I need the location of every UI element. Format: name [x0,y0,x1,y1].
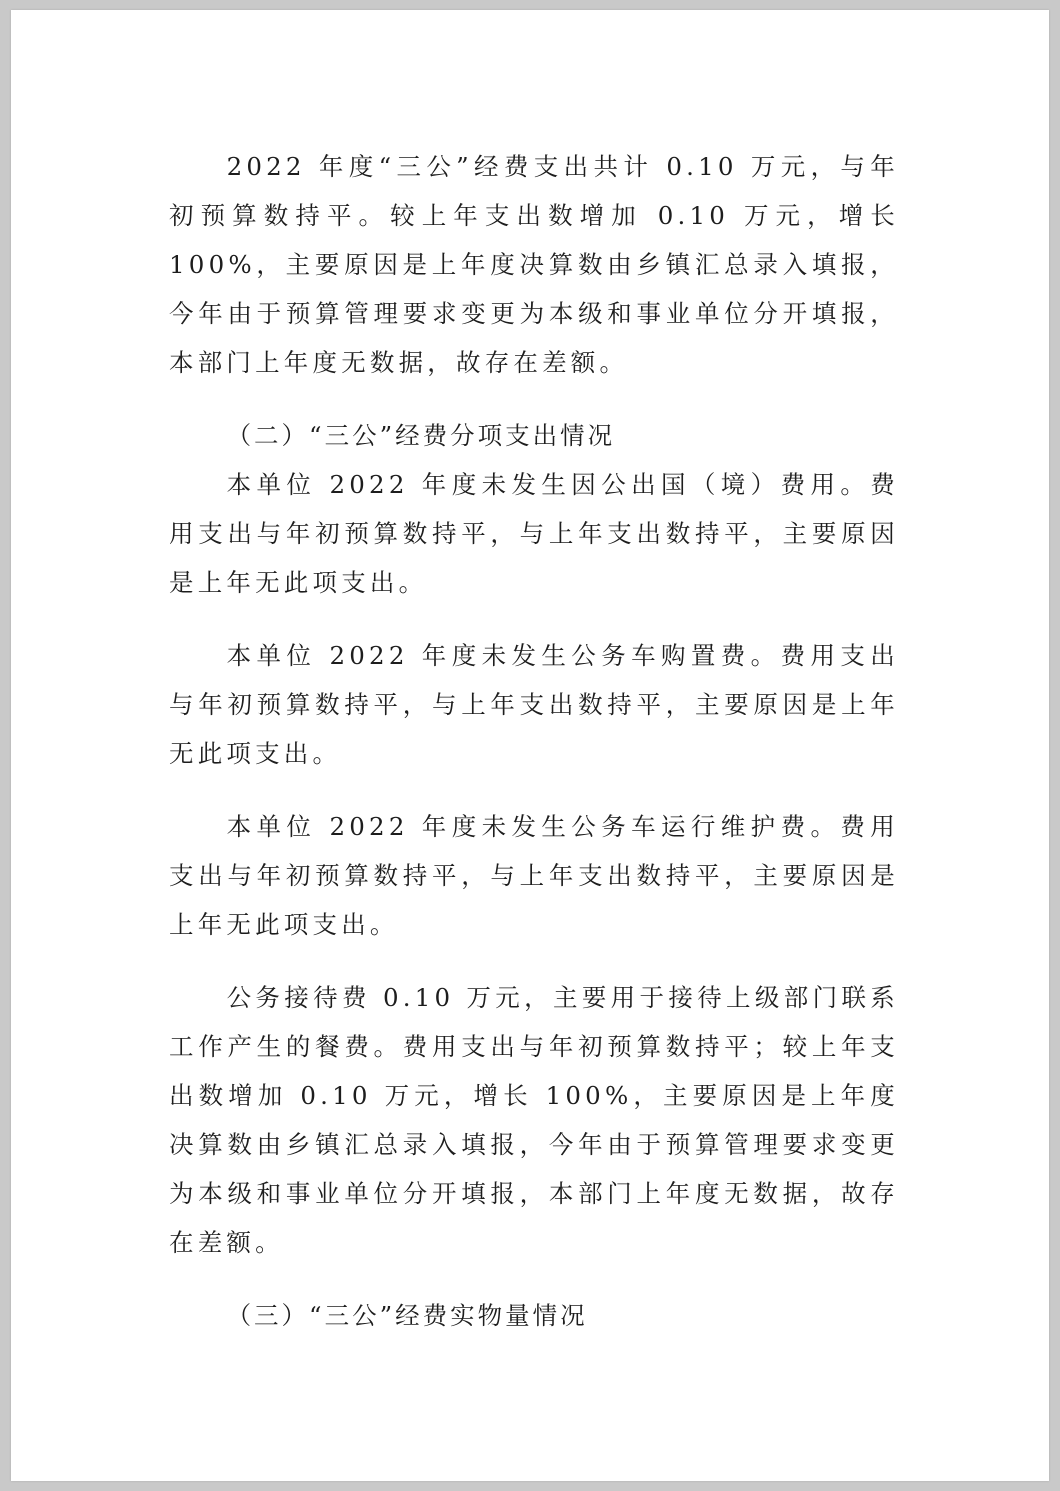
document-page [11,10,1049,1481]
paragraph-vehicle-maintenance: 本单位 2022 年度未发生公务车运行维护费。费用支出与年初预算数持平，与上年支出数持平，主要原因是上年无此项支出。 [169,812,899,939]
section-heading-itemized-expenditure: （二）“三公”经费分项支出情况 [226,421,616,450]
paragraph-overseas-travel: 本单位 2022 年度未发生因公出国（境）费用。费用支出与年初预算数持平，与上年支出数持平，主要原因是上年无此项支出。 [169,470,899,597]
paragraph-official-reception: 公务接待费 0.10 万元，主要用于接待上级部门联系工作产生的餐费。费用支出与年初预算数持平；较上年支出数增加 0.10 万元，增长 100%，主要原因是上年度决算数由乡镇汇总录入填报，今年由于预算管理要求变更为本级和事业单位分开填报，本部门上年度无数据，故存在差额。 [169,983,899,1257]
document-body [169,142,899,1340]
paragraph-vehicle-purchase: 本单位 2022 年度未发生公务车购置费。费用支出与年初预算数持平，与上年支出数持平，主要原因是上年无此项支出。 [169,641,899,768]
section-heading-physical-quantity: （三）“三公”经费实物量情况 [226,1301,588,1330]
paragraph-total-expenditure: 2022 年度“三公”经费支出共计 0.10 万元，与年初预算数持平。较上年支出数增加 0.10 万元，增长 100%，主要原因是上年度决算数由乡镇汇总录入填报，今年由于预算管理要求变更为本级和事业单位分开填报，本部门上年度无数据，故存在差额。 [169,152,899,377]
